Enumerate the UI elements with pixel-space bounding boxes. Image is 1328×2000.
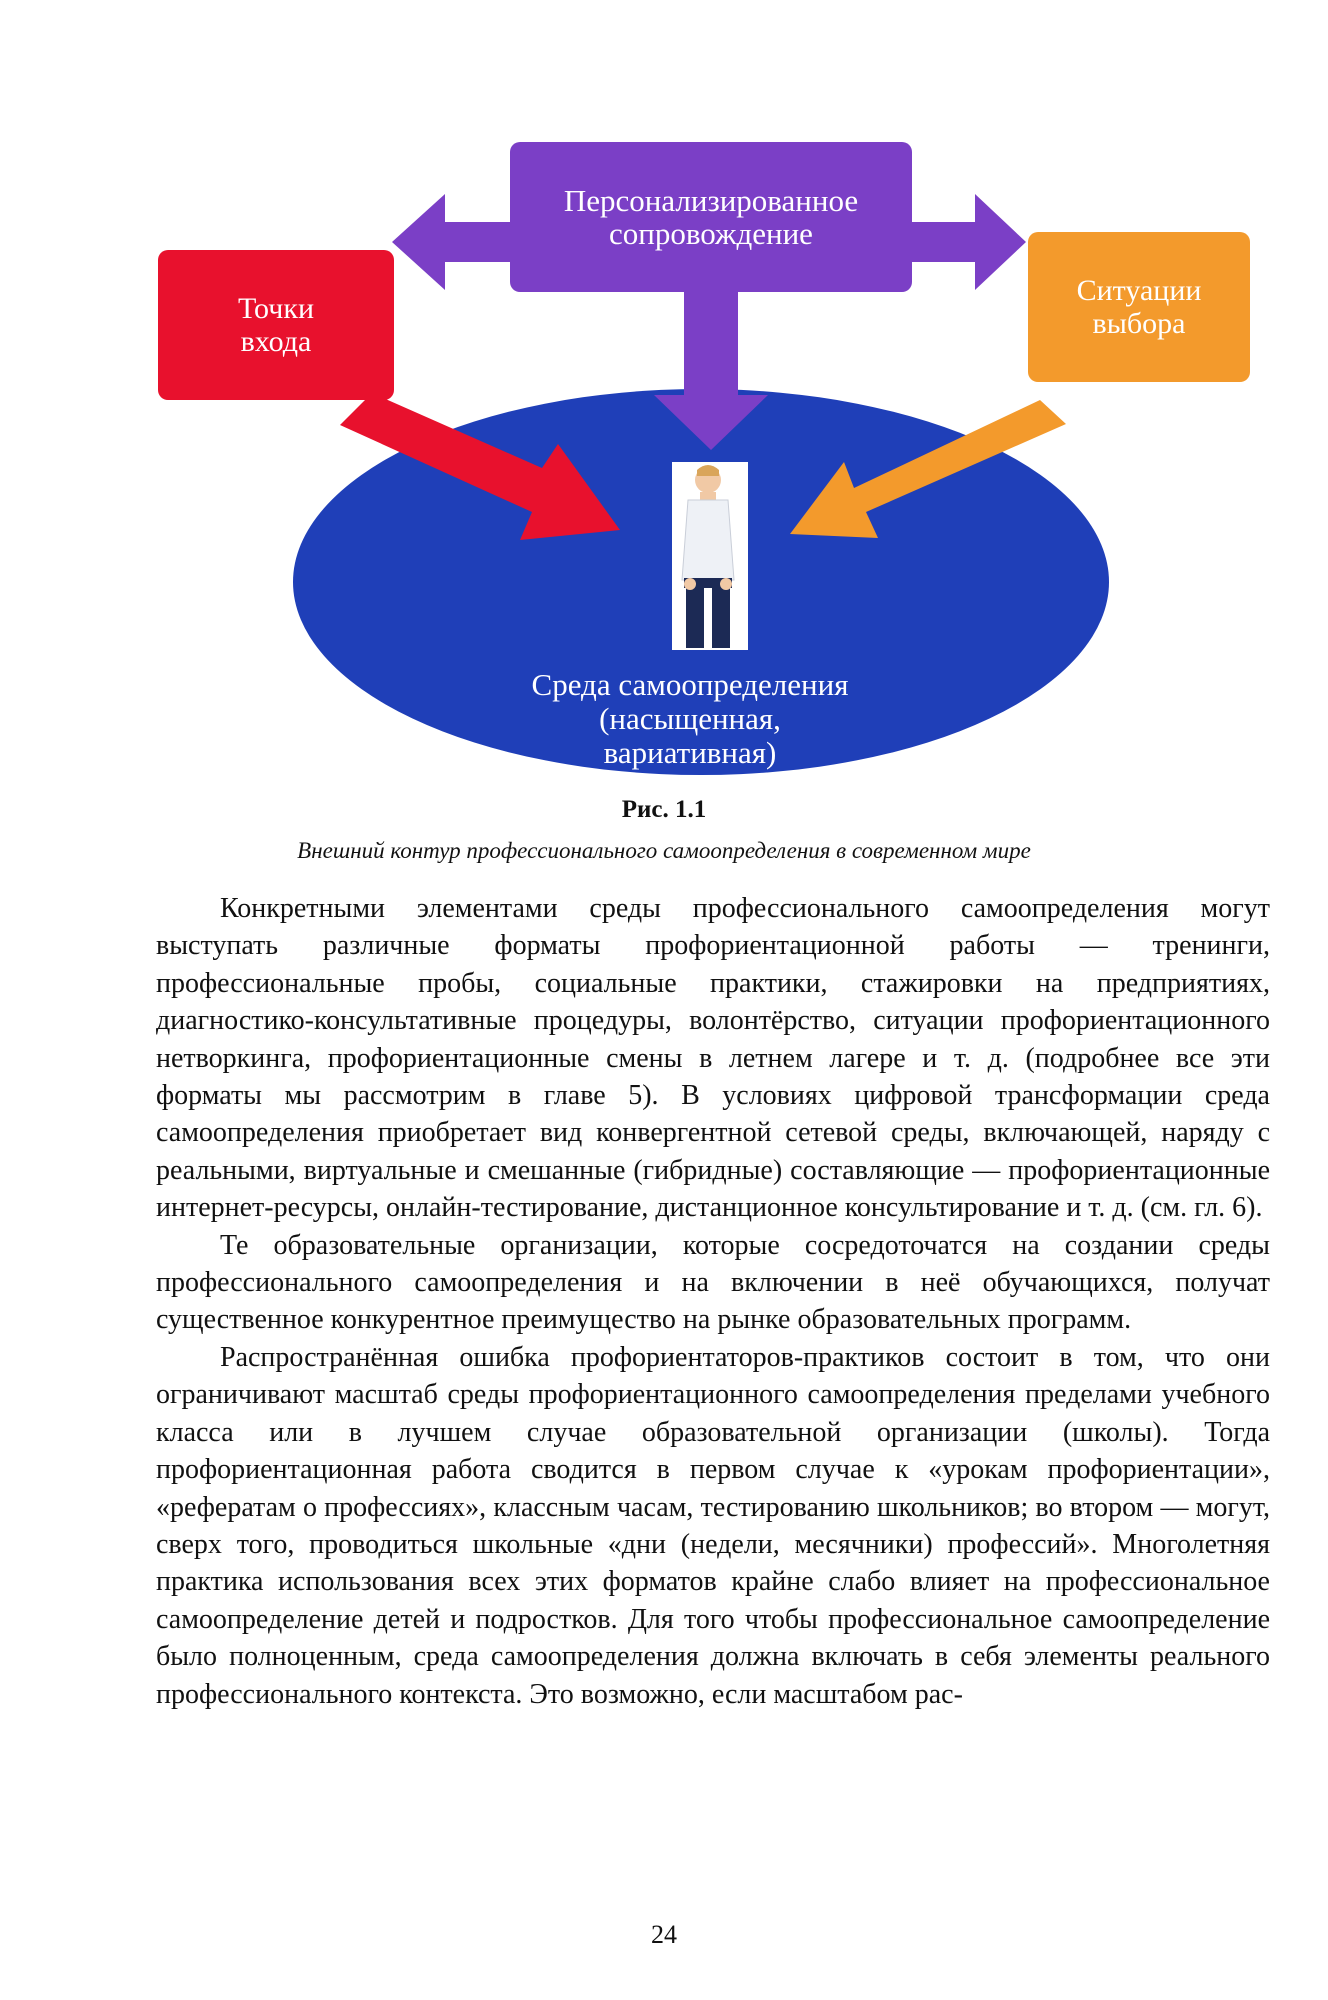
purple-arrow-right — [910, 194, 1026, 290]
figure-caption: Внешний контур профессионального самоопределения в современном мире — [297, 838, 1031, 863]
figure-number: Рис. 1.1 — [621, 796, 707, 823]
paragraph: Те образовательные организации, которые сосредоточатся на создании среды профессионального самоопределения и на включении в неё обучающихся, получат существенное конкурентное преимущество на рынке образовательных программ. — [156, 1229, 1270, 1336]
entry-points-box: Точки входа — [158, 250, 394, 400]
paragraph: Конкретными элементами среды профессионального самоопределения могут выступать различные форматы профориентационной работы — тренинги, профессиональные пробы, социальные практики, стажировки на предприятиях, диагностико-консультативные процедуры, волонтёрство, ситуации профориентационного нетворкинга, профориентационные смены в летнем лагере и т. д. (подробнее все эти форматы мы рассмотрим в главе 5). В условиях цифровой трансформации среда самоопределения приобретает вид конвергентной сетевой среды, включающей, наряду с реальными, виртуальные и смешанные (гибридные) составляющие — профориентационные интернет-ресурсы, онлайн-тестирование, дистанционное консультирование и т. д. (см. гл. 6). — [156, 893, 1270, 1224]
personalized-support-box: Персонализированное сопровождение — [510, 142, 912, 292]
purple-arrow-left — [392, 194, 512, 290]
paragraph: Распространённая ошибка профориентаторов-практиков состоит в том, что они ограничивают масштаб среды профориентационного самоопределения пределами учебного класса или в лучшем случае образовательной организации (школы). Тогда профориентационная работа сводится в первом случае к «урокам профориентации», «рефератам о профессиях», классным часам, тестированию школьников; во втором — могут, сверх того, проводиться школьные «дни (недели, месячники) профессий». Многолетняя практика использования всех этих форматов крайне слабо влияет на профессиональное самоопределение детей и подростков. Для того чтобы профессиональное самоопределение было полноценным, среда самоопределения должна включать в себя элементы реального профессионального контекста. Это возможно, если масштабом рас- — [156, 1341, 1270, 1710]
body-text — [156, 890, 1270, 1713]
page-number: 24 — [651, 1920, 677, 1949]
figure-diagram — [0, 0, 1328, 800]
environment-label: Среда самоопределения (насыщенная, вариативная) — [531, 667, 849, 770]
child-photo — [672, 462, 748, 650]
choice-situations-box: Ситуации выбора — [1028, 232, 1250, 382]
